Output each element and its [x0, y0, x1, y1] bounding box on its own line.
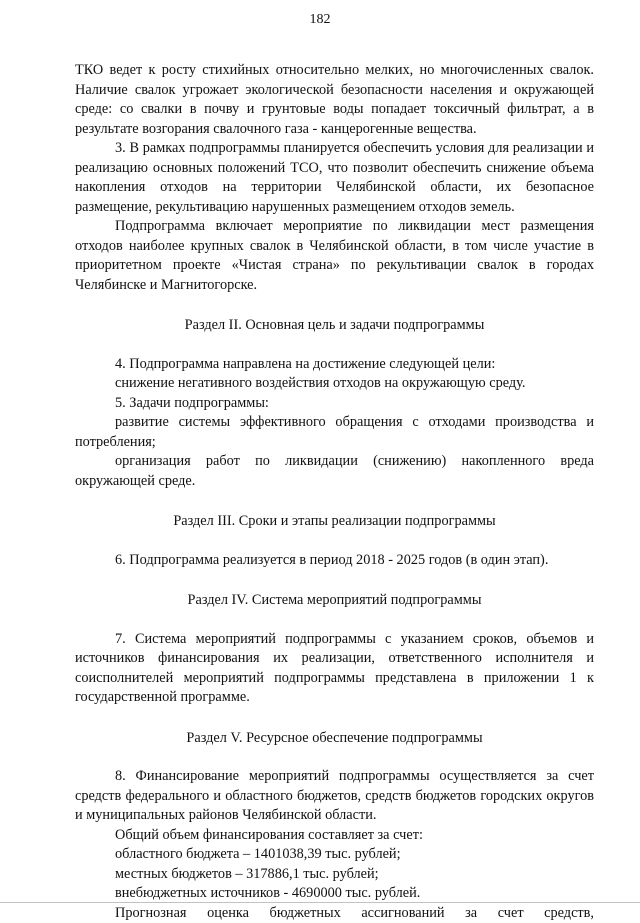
scan-edge-line — [0, 902, 640, 903]
section-heading-2: Раздел II. Основная цель и задачи подпрограммы — [75, 316, 594, 336]
paragraph-funding-offbudget: внебюджетных источников - 4690000 тыс. рублей. — [75, 884, 594, 904]
paragraph-task-2: организация работ по ликвидации (снижению) накопленного вреда окружающей среде. — [75, 452, 594, 491]
paragraph-item-3: 3. В рамках подпрограммы планируется обеспечить условия для реализации и реализацию основных положений ТСО, что позволит обеспечить снижение объема накопления отходов на территории Челябинской области, их безопасное размещение, рекультивацию нарушенных размещением отходов земель. — [75, 139, 594, 217]
paragraph-item-4: 4. Подпрограмма направлена на достижение следующей цели: — [75, 355, 594, 375]
paragraph-funding-regional: областного бюджета – 1401038,39 тыс. рублей; — [75, 845, 594, 865]
paragraph-item-5: 5. Задачи подпрограммы: — [75, 394, 594, 414]
paragraph-goal: снижение негативного воздействия отходов на окружающую среду. — [75, 374, 594, 394]
paragraph-funding-local: местных бюджетов – 317886,1 тыс. рублей; — [75, 865, 594, 885]
paragraph-funding-total: Общий объем финансирования составляет за счет: — [75, 826, 594, 846]
section-heading-4: Раздел IV. Система мероприятий подпрограммы — [75, 591, 594, 611]
paragraph-item-8: 8. Финансирование мероприятий подпрограммы осуществляется за счет средств федерального и областного бюджетов, средств бюджетов городских округов и муниципальных районов Челябинской области. — [75, 767, 594, 826]
paragraph-tko: ТКО ведет к росту стихийных относительно мелких, но многочисленных свалок. Наличие свалок угрожает экологической безопасности населения и окружающей среде: со свалки в почву и грунтовые воды попадает токсичный фильтрат, а в результате возгорания свалочного газа - канцерогенные вещества. — [75, 61, 594, 139]
section-heading-5: Раздел V. Ресурсное обеспечение подпрограммы — [75, 729, 594, 749]
paragraph-item-6: 6. Подпрограмма реализуется в период 2018 - 2025 годов (в один этап). — [75, 551, 594, 571]
section-heading-3: Раздел III. Сроки и этапы реализации подпрограммы — [75, 512, 594, 532]
document-body — [75, 61, 594, 923]
paragraph-task-1: развитие системы эффективного обращения с отходами производства и потребления; — [75, 413, 594, 452]
paragraph-subprogram-measures: Подпрограмма включает мероприятие по ликвидации мест размещения отходов наиболее крупных свалок в Челябинской области, в том числе участие в приоритетном проекте «Чистая страна» по рекультивации свалок в городах Челябинске и Магнитогорске. — [75, 217, 594, 295]
page-number: 182 — [0, 12, 640, 28]
paragraph-forecast: Прогнозная оценка бюджетных ассигнований за счет средств, — [75, 904, 594, 923]
paragraph-item-7: 7. Система мероприятий подпрограммы с указанием сроков, объемов и источников финансирования их реализации, ответственного исполнителя и соисполнителей мероприятий подпрограммы представлена в приложении 1 к государственной программе. — [75, 630, 594, 708]
